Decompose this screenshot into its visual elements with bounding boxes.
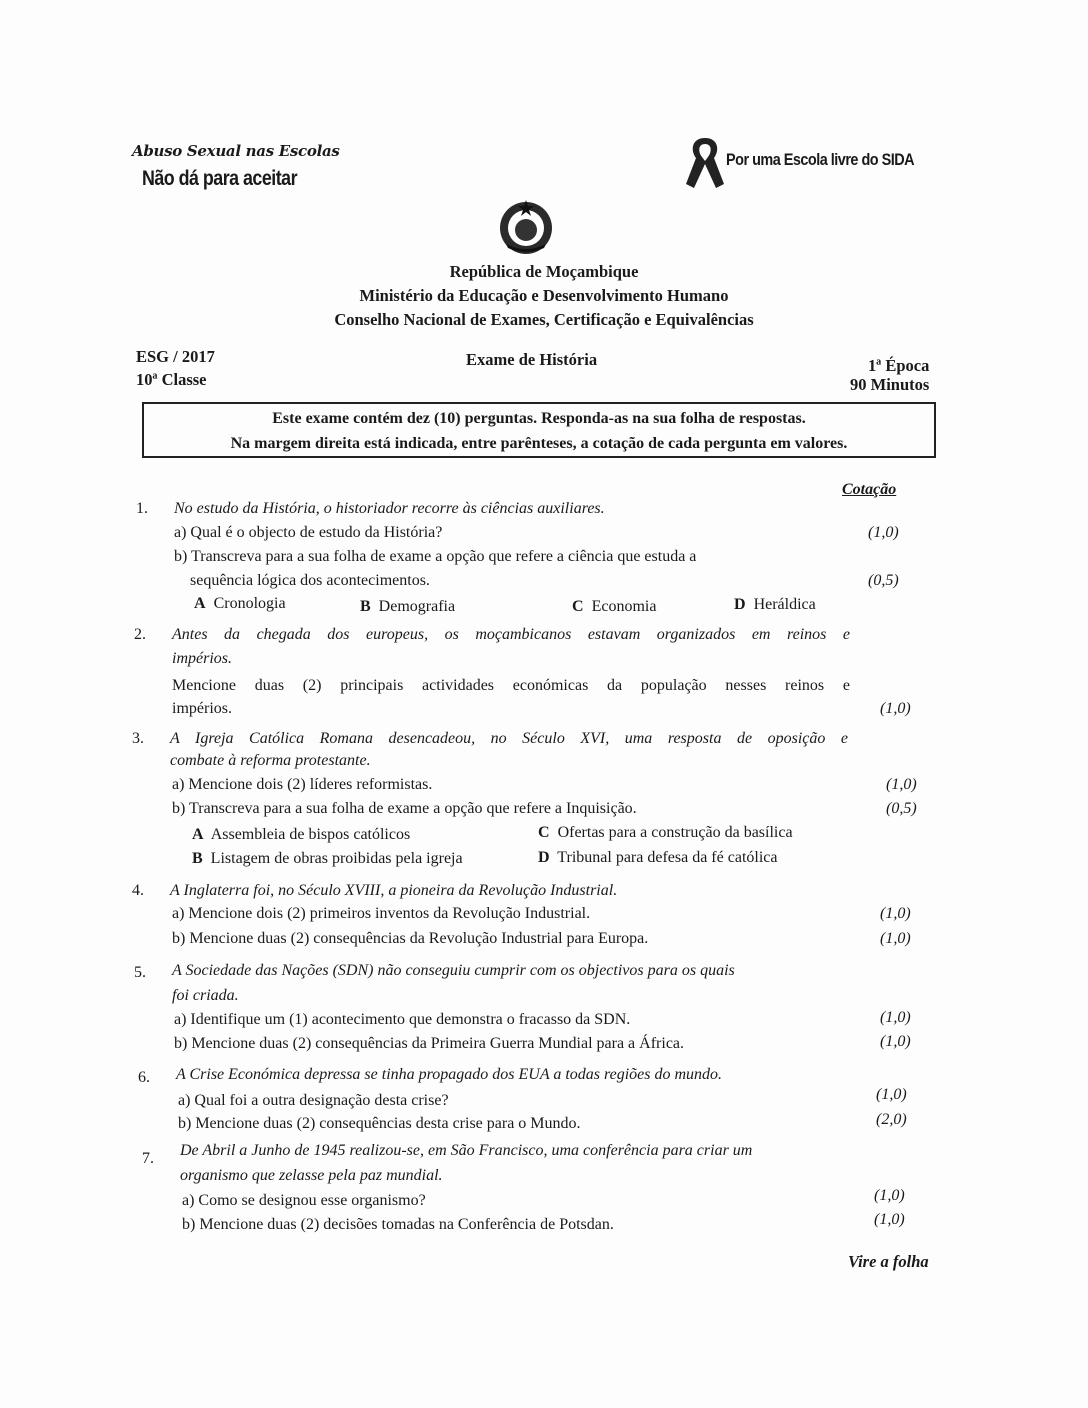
exam-duration: 90 Minutos bbox=[850, 375, 930, 394]
instructions-line-2: Na margem direita está indicada, entre parênteses, a cotação de cada pergunta em valores. bbox=[230, 435, 848, 452]
ribbon-icon bbox=[682, 134, 728, 192]
score: (1,0) bbox=[880, 930, 911, 947]
question-stem: De Abril a Junho de 1945 realizou-se, em São Francisco, uma conferência para criar um bbox=[180, 1142, 753, 1159]
score: (0,5) bbox=[886, 800, 917, 817]
republic-name: República de Moçambique bbox=[449, 262, 639, 281]
question-part-a: a) Mencione dois (2) líderes reformistas. bbox=[172, 776, 433, 793]
score: (1,0) bbox=[874, 1187, 905, 1204]
score: (1,0) bbox=[880, 1033, 911, 1050]
question-stem-cont: impérios. bbox=[172, 650, 232, 667]
coat-of-arms-icon bbox=[496, 198, 556, 256]
question-stem: A Sociedade das Nações (SDN) não conseguiu cumprir com os objectivos para os quais bbox=[172, 962, 735, 979]
instructions-line-1: Este exame contém dez (10) perguntas. Responda-as na sua folha de respostas. bbox=[272, 410, 806, 427]
council-name: Conselho Nacional de Exames, Certificação e Equivalências bbox=[334, 310, 754, 329]
question-part-b-cont: sequência lógica dos acontecimentos. bbox=[190, 572, 430, 589]
option-c: C Ofertas para a construção da basílica bbox=[538, 824, 793, 841]
score: (1,0) bbox=[868, 524, 899, 541]
exam-title: Exame de História bbox=[466, 350, 598, 369]
question-number: 5. bbox=[134, 964, 146, 981]
turn-page-note: Vire a folha bbox=[848, 1252, 929, 1271]
question-part-b: b) Mencione duas (2) decisões tomadas na Conferência de Potsdan. bbox=[182, 1216, 614, 1233]
score: (1,0) bbox=[880, 905, 911, 922]
question-number: 6. bbox=[138, 1069, 150, 1086]
score: (2,0) bbox=[876, 1111, 907, 1128]
question-part-b: b) Mencione duas (2) consequências desta crise para o Mundo. bbox=[178, 1115, 581, 1132]
question-part-a: a) Qual foi a outra designação desta crise? bbox=[178, 1092, 449, 1109]
question-part-b: b) Mencione duas (2) consequências da Primeira Guerra Mundial para a África. bbox=[174, 1035, 685, 1052]
question-part-a: a) Identifique um (1) acontecimento que demonstra o fracasso da SDN. bbox=[174, 1011, 631, 1028]
ministry-name: Ministério da Educação e Desenvolvimento Humano bbox=[359, 286, 729, 305]
question-number: 1. bbox=[136, 500, 148, 517]
score: (1,0) bbox=[880, 1009, 911, 1026]
instructions-box bbox=[142, 402, 936, 458]
sida-slogan: Por uma Escola livre do SIDA bbox=[726, 150, 915, 169]
question-part-b: b) Mencione duas (2) consequências da Revolução Industrial para Europa. bbox=[172, 930, 649, 947]
score: (1,0) bbox=[876, 1086, 907, 1103]
question-stem: A Igreja Católica Romana desencadeou, no Século XVI, uma resposta de oposição e bbox=[170, 730, 848, 747]
question-number: 3. bbox=[132, 730, 144, 747]
option-c: C Economia bbox=[572, 598, 657, 615]
option-b: B Listagem de obras proibidas pela igreja bbox=[192, 850, 463, 867]
question-body: Mencione duas (2) principais actividades económicas da população nesses reinos e bbox=[172, 677, 850, 694]
question-number: 4. bbox=[132, 882, 144, 899]
question-stem: A Inglaterra foi, no Século XVIII, a pioneira da Revolução Industrial. bbox=[170, 882, 618, 899]
question-part-b: b) Transcreva para a sua folha de exame a opção que refere a Inquisição. bbox=[172, 800, 637, 817]
score: (1,0) bbox=[880, 700, 911, 717]
score: (1,0) bbox=[874, 1211, 905, 1228]
exam-code: ESG / 2017 bbox=[136, 347, 215, 366]
question-number: 7. bbox=[142, 1150, 154, 1167]
cotacao-header: Cotação bbox=[842, 481, 897, 498]
option-d: D Tribunal para defesa da fé católica bbox=[538, 849, 778, 866]
score: (0,5) bbox=[868, 572, 899, 589]
question-body-cont: impérios. bbox=[172, 700, 232, 717]
campaign-slogan: Não dá para aceitar bbox=[142, 167, 298, 190]
option-d: D Heráldica bbox=[734, 596, 816, 613]
campaign-tagline: Abuso Sexual nas Escolas bbox=[132, 142, 340, 160]
exam-season: 1ª Época bbox=[868, 356, 930, 375]
question-stem: A Crise Económica depressa se tinha propagado dos EUA a todas regiões do mundo. bbox=[176, 1066, 723, 1083]
question-number: 2. bbox=[134, 626, 146, 643]
score: (1,0) bbox=[886, 776, 917, 793]
question-stem: Antes da chegada dos europeus, os moçambicanos estavam organizados em reinos e bbox=[172, 626, 850, 643]
option-b: B Demografia bbox=[360, 598, 456, 615]
question-part-a: a) Como se designou esse organismo? bbox=[182, 1192, 426, 1209]
option-a: A Cronologia bbox=[194, 595, 286, 612]
exam-class: 10ª Classe bbox=[136, 370, 207, 389]
question-stem-cont: foi criada. bbox=[172, 987, 239, 1004]
question-stem: No estudo da História, o historiador recorre às ciências auxiliares. bbox=[174, 500, 605, 517]
question-part-a: a) Mencione dois (2) primeiros inventos da Revolução Industrial. bbox=[172, 905, 591, 922]
question-stem-cont: organismo que zelasse pela paz mundial. bbox=[180, 1167, 443, 1184]
question-part-a: a) Qual é o objecto de estudo da História? bbox=[174, 524, 443, 541]
question-part-b: b) Transcreva para a sua folha de exame a opção que refere a ciência que estuda a bbox=[174, 548, 697, 565]
question-stem-cont: combate à reforma protestante. bbox=[170, 752, 371, 769]
option-a: A Assembleia de bispos católicos bbox=[192, 826, 411, 843]
